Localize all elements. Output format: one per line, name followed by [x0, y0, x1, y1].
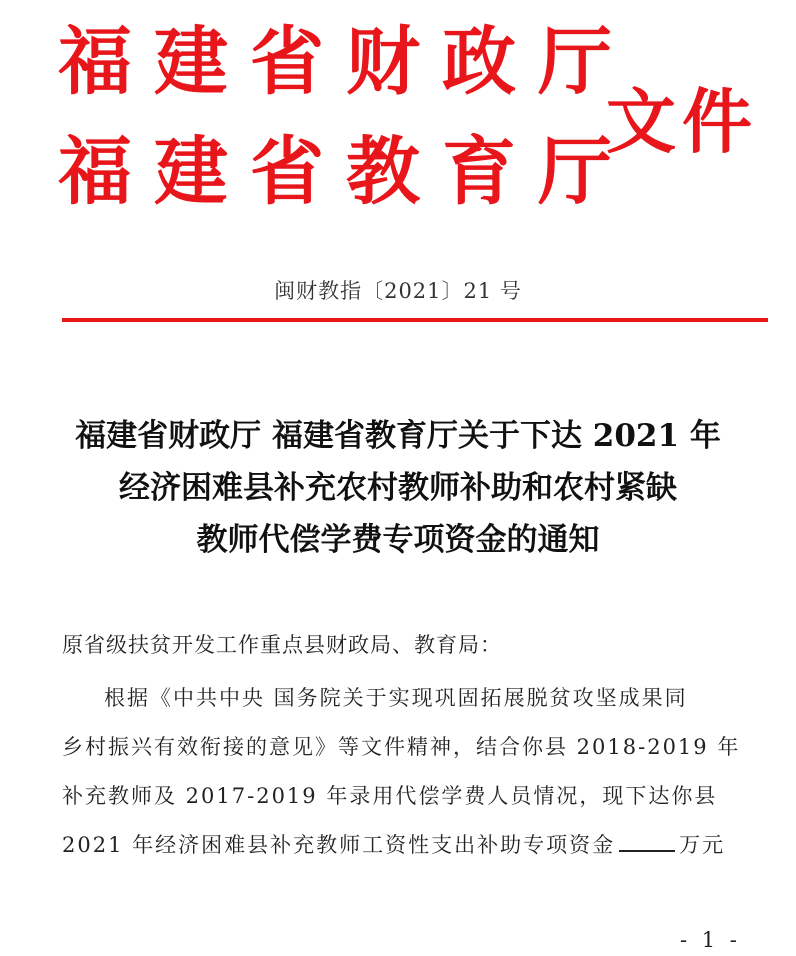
body-line-1: 根据《中共中央 国务院关于实现巩固拓展脱贫攻坚成果同: [104, 686, 688, 710]
salutation: 原省级扶贫开发工作重点县财政局、教育局：: [62, 633, 502, 657]
document-type-label: 文件: [606, 81, 758, 163]
amount-blank: [619, 828, 675, 852]
title-line-3: 教师代偿学费专项资金的通知: [196, 522, 600, 558]
body-line-4: [62, 821, 768, 870]
body-line-2: 乡村振兴有效衔接的意见》等文件精神，结合你县 2018-2019 年: [62, 735, 741, 759]
body-line-3: 补充教师及 2017-2019 年录用代偿学费人员情况，现下达你县: [62, 784, 718, 808]
body-line-4-text: 2021 年经济困难县补充教师工资性支出补助专项资金: [62, 833, 616, 857]
issuer-name-finance: 福建省财政厅: [58, 19, 634, 105]
body-line-4-unit: 万元: [679, 833, 726, 857]
issuer-name-education: 福建省教育厅: [58, 129, 634, 215]
title-line-2: 经济困难县补充农村教师补助和农村紧缺: [119, 470, 677, 506]
body-paragraph: [62, 674, 768, 870]
page-number: - 1 -: [680, 928, 741, 952]
red-divider-line: [62, 318, 768, 322]
title-line-1: 福建省财政厅 福建省教育厅关于下达 2021 年: [75, 418, 721, 454]
document-title: [40, 410, 756, 566]
document-header: [58, 18, 778, 228]
document-number: 闽财教指〔2021〕21 号: [274, 279, 522, 303]
